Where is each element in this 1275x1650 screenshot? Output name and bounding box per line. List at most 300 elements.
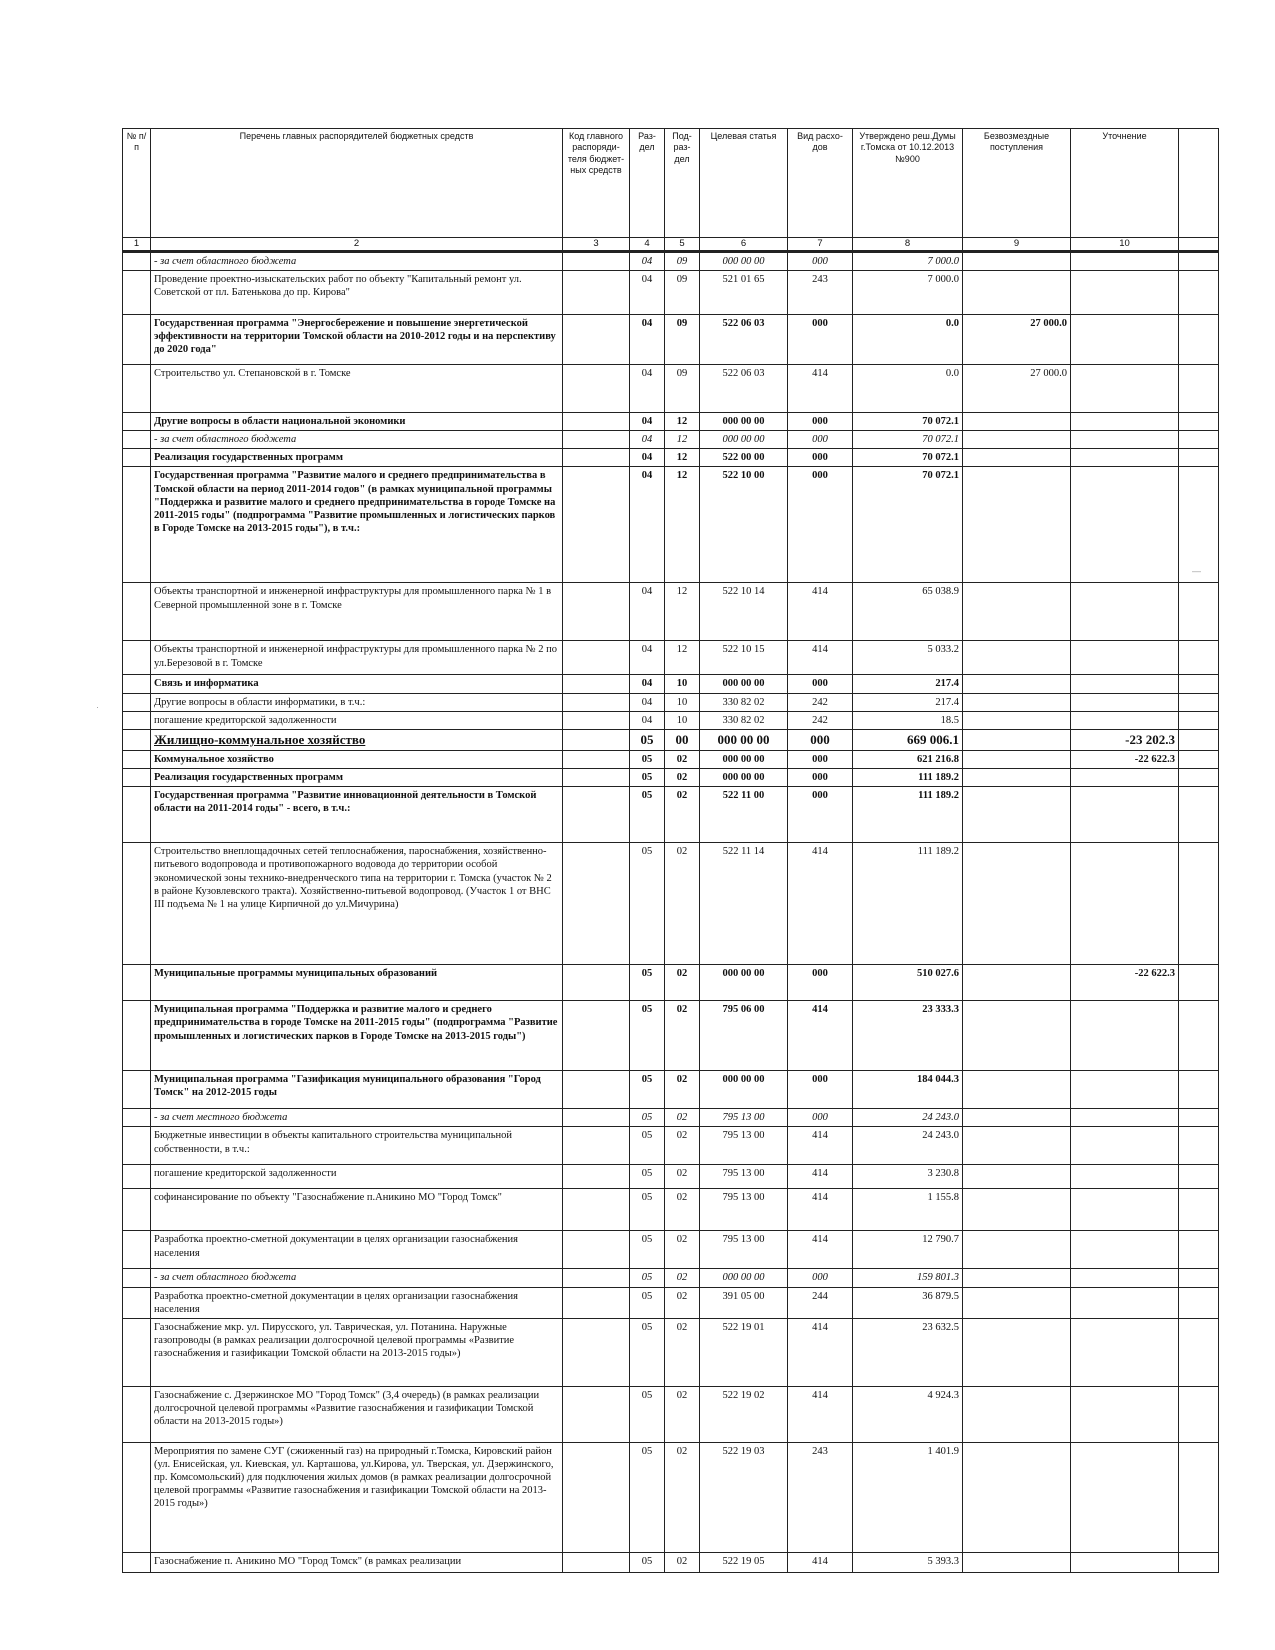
cell-extra <box>1179 787 1219 843</box>
cell-approved: 70 072.1 <box>853 413 963 431</box>
cell-free <box>963 1552 1071 1572</box>
cell-podrazdel: 00 <box>665 729 700 750</box>
cell-vid: 242 <box>788 711 853 729</box>
cell-extra <box>1179 1442 1219 1552</box>
cell-clarify <box>1071 1165 1179 1189</box>
cell-target: 522 10 00 <box>700 467 788 583</box>
col-num-9: 9 <box>963 238 1071 252</box>
cell-num <box>123 413 151 431</box>
cell-name: Коммунальное хозяйство <box>151 751 563 769</box>
cell-vid: 414 <box>788 1386 853 1442</box>
cell-name: Разработка проектно-сметной документации в целях организации газоснабжения населения <box>151 1287 563 1318</box>
header-razdel: Раз-дел <box>630 129 665 238</box>
cell-extra <box>1179 769 1219 787</box>
cell-num <box>123 449 151 467</box>
cell-podrazdel: 02 <box>665 965 700 1001</box>
table-row <box>123 449 1219 467</box>
col-num-3: 3 <box>563 238 630 252</box>
cell-code <box>563 1287 630 1318</box>
cell-free <box>963 843 1071 965</box>
header-name: Перечень главных распорядителей бюджетных средств <box>151 129 563 238</box>
cell-approved: 184 044.3 <box>853 1071 963 1109</box>
cell-name: Государственная программа "Развитие малого и среднего предпринимательства в Томской области на период 2011-2014 годов" (в рамках муниципальной программы "Поддержка и развитие малого и среднего предпринимательства в городе Томске на 2011-2015 годы" (подпрограмма "Развитие промышленных и логистических парков в Городе Томске на 2013-2015 годы"), в т.ч.: <box>151 467 563 583</box>
cell-approved: 23 632.5 <box>853 1318 963 1386</box>
cell-approved: 70 072.1 <box>853 431 963 449</box>
cell-code <box>563 431 630 449</box>
cell-approved: 510 027.6 <box>853 965 963 1001</box>
table-row <box>123 1109 1219 1127</box>
col-num-6: 6 <box>700 238 788 252</box>
cell-vid: 000 <box>788 751 853 769</box>
cell-podrazdel: 12 <box>665 413 700 431</box>
cell-vid: 000 <box>788 467 853 583</box>
cell-code <box>563 1071 630 1109</box>
header-extra <box>1179 129 1219 238</box>
header-podrazdel: Под-раз-дел <box>665 129 700 238</box>
cell-extra <box>1179 1109 1219 1127</box>
cell-clarify <box>1071 787 1179 843</box>
col-num-10: 10 <box>1071 238 1179 252</box>
cell-clarify <box>1071 1001 1179 1071</box>
cell-approved: 24 243.0 <box>853 1127 963 1165</box>
cell-target: 000 00 00 <box>700 675 788 693</box>
cell-podrazdel: 02 <box>665 1269 700 1287</box>
cell-target: 330 82 02 <box>700 711 788 729</box>
cell-vid: 000 <box>788 1071 853 1109</box>
cell-podrazdel: 02 <box>665 1109 700 1127</box>
cell-num <box>123 1165 151 1189</box>
cell-num <box>123 251 151 270</box>
cell-num <box>123 675 151 693</box>
cell-name: Строительство внеплощадочных сетей теплоснабжения, пароснабжения, хозяйственно-питьевого водопровода и противопожарного водовода до территории особой экономической зоны технико-внедренческого типа на территории г. Томска (участок № 2 в районе Кузовлевского тракта). Хозяйственно-питьевой водопровод. (Участок 1 от ВНС III подъема № 1 на улице Кирпичной до ул.Мичурина) <box>151 843 563 965</box>
cell-num <box>123 1552 151 1572</box>
cell-free <box>963 1386 1071 1442</box>
header-approved: Утверждено реш.Думы г.Томска от 10.12.2013 №900 <box>853 129 963 238</box>
cell-name: Государственная программа "Развитие инновационной деятельности в Томской области на 2011-2014 годы" - всего, в т.ч.: <box>151 787 563 843</box>
cell-target: 795 13 00 <box>700 1189 788 1231</box>
cell-approved: 621 216.8 <box>853 751 963 769</box>
cell-clarify <box>1071 315 1179 365</box>
cell-podrazdel: 12 <box>665 431 700 449</box>
cell-podrazdel: 12 <box>665 583 700 641</box>
cell-num <box>123 1318 151 1386</box>
cell-approved: 5 033.2 <box>853 641 963 675</box>
cell-name: Газоснабжение мкр. ул. Пирусского, ул. Таврическая, ул. Потанина. Наружные газопроводы (в рамках реализации долгосрочной целевой программы «Развитие газоснабжения и газификации Томской области на 2013-2015 годы») <box>151 1318 563 1386</box>
cell-target: 521 01 65 <box>700 271 788 315</box>
cell-vid: 000 <box>788 729 853 750</box>
cell-vid: 243 <box>788 1442 853 1552</box>
cell-name: Реализация государственных программ <box>151 449 563 467</box>
cell-extra <box>1179 1386 1219 1442</box>
cell-name: Муниципальная программа "Поддержка и развитие малого и среднего предпринимательства в городе Томске на 2011-2015 годы" (подпрограмма "Развитие промышленных и логистических парков в Городе Томске на 2013-2015 годы") <box>151 1001 563 1071</box>
table-body <box>123 251 1219 1572</box>
cell-num <box>123 1231 151 1269</box>
cell-clarify <box>1071 711 1179 729</box>
cell-free <box>963 413 1071 431</box>
cell-vid: 414 <box>788 1001 853 1071</box>
cell-num <box>123 1127 151 1165</box>
cell-approved: 1 155.8 <box>853 1189 963 1231</box>
cell-razdel: 05 <box>630 751 665 769</box>
cell-approved: 0.0 <box>853 365 963 413</box>
cell-approved: 669 006.1 <box>853 729 963 750</box>
cell-podrazdel: 02 <box>665 843 700 965</box>
cell-razdel: 05 <box>630 1386 665 1442</box>
cell-name: Проведение проектно-изыскательских работ по объекту "Капитальный ремонт ул. Советской от пл. Батенькова до пр. Кирова" <box>151 271 563 315</box>
cell-podrazdel: 02 <box>665 769 700 787</box>
scan-dash-mark: — <box>1192 566 1201 576</box>
cell-clarify: -23 202.3 <box>1071 729 1179 750</box>
cell-target: 391 05 00 <box>700 1287 788 1318</box>
cell-approved: 5 393.3 <box>853 1552 963 1572</box>
cell-podrazdel: 09 <box>665 271 700 315</box>
header-free: Безвозмездные поступления <box>963 129 1071 238</box>
cell-code <box>563 1442 630 1552</box>
cell-num <box>123 1386 151 1442</box>
cell-name: Жилищно-коммунальное хозяйство <box>151 729 563 750</box>
cell-podrazdel: 02 <box>665 1071 700 1109</box>
cell-approved: 12 790.7 <box>853 1231 963 1269</box>
cell-extra <box>1179 583 1219 641</box>
cell-name: - за счет областного бюджета <box>151 1269 563 1287</box>
cell-name: Муниципальные программы муниципальных образований <box>151 965 563 1001</box>
cell-extra <box>1179 1127 1219 1165</box>
cell-razdel: 04 <box>630 449 665 467</box>
table-row <box>123 787 1219 843</box>
cell-target: 522 06 03 <box>700 365 788 413</box>
cell-extra <box>1179 1165 1219 1189</box>
cell-razdel: 05 <box>630 843 665 965</box>
cell-approved: 4 924.3 <box>853 1386 963 1442</box>
cell-free <box>963 965 1071 1001</box>
cell-vid: 414 <box>788 583 853 641</box>
cell-name: Мероприятия по замене СУГ (сжиженный газ) на природный г.Томска, Кировский район (ул. Енисейская, ул. Киевская, ул. Карташова, ул.Кирова, ул. Тверская, ул. Дзержинского, пр. Комсомольский) для подключения жилых домов (в рамках реализации долгосрочной целевой программы «Развитие газоснабжения и газификации Томской области на 2013-2015 годы») <box>151 1442 563 1552</box>
cell-vid: 000 <box>788 449 853 467</box>
cell-approved: 70 072.1 <box>853 449 963 467</box>
cell-free <box>963 693 1071 711</box>
cell-extra <box>1179 365 1219 413</box>
cell-razdel: 05 <box>630 1442 665 1552</box>
cell-num <box>123 271 151 315</box>
cell-code <box>563 675 630 693</box>
col-num-5: 5 <box>665 238 700 252</box>
cell-approved: 217.4 <box>853 675 963 693</box>
cell-podrazdel: 12 <box>665 641 700 675</box>
cell-free <box>963 711 1071 729</box>
cell-code <box>563 271 630 315</box>
cell-num <box>123 1287 151 1318</box>
cell-podrazdel: 02 <box>665 1127 700 1165</box>
cell-podrazdel: 10 <box>665 693 700 711</box>
table-row <box>123 1127 1219 1165</box>
cell-vid: 000 <box>788 965 853 1001</box>
cell-clarify <box>1071 431 1179 449</box>
cell-code <box>563 1318 630 1386</box>
cell-vid: 000 <box>788 413 853 431</box>
table-row <box>123 251 1219 270</box>
cell-vid: 243 <box>788 271 853 315</box>
cell-target: 795 06 00 <box>700 1001 788 1071</box>
cell-free <box>963 1442 1071 1552</box>
cell-free <box>963 787 1071 843</box>
cell-num <box>123 1189 151 1231</box>
cell-podrazdel: 02 <box>665 1287 700 1318</box>
table-row <box>123 1442 1219 1552</box>
cell-target: 000 00 00 <box>700 965 788 1001</box>
table-row <box>123 1269 1219 1287</box>
cell-code <box>563 769 630 787</box>
header-row <box>123 129 1219 238</box>
col-num-2: 2 <box>151 238 563 252</box>
cell-name: Связь и информатика <box>151 675 563 693</box>
cell-extra <box>1179 431 1219 449</box>
cell-razdel: 05 <box>630 1552 665 1572</box>
cell-extra <box>1179 675 1219 693</box>
table-row <box>123 1318 1219 1386</box>
cell-razdel: 05 <box>630 1071 665 1109</box>
cell-name: Муниципальная программа "Газификация муниципального образования "Город Томск" на 2012-2015 годы <box>151 1071 563 1109</box>
cell-num <box>123 1269 151 1287</box>
cell-approved: 18.5 <box>853 711 963 729</box>
cell-num <box>123 315 151 365</box>
cell-razdel: 04 <box>630 641 665 675</box>
cell-target: 000 00 00 <box>700 413 788 431</box>
cell-free <box>963 467 1071 583</box>
column-number-row <box>123 238 1219 252</box>
cell-code <box>563 693 630 711</box>
cell-extra <box>1179 711 1219 729</box>
cell-target: 522 19 05 <box>700 1552 788 1572</box>
cell-target: 000 00 00 <box>700 729 788 750</box>
cell-vid: 414 <box>788 641 853 675</box>
cell-code <box>563 641 630 675</box>
cell-name: - за счет областного бюджета <box>151 251 563 270</box>
table-row <box>123 1552 1219 1572</box>
cell-free <box>963 449 1071 467</box>
cell-extra <box>1179 641 1219 675</box>
cell-name: Реализация государственных программ <box>151 769 563 787</box>
cell-target: 000 00 00 <box>700 1071 788 1109</box>
cell-clarify <box>1071 1231 1179 1269</box>
cell-free <box>963 1287 1071 1318</box>
cell-extra <box>1179 449 1219 467</box>
cell-target: 522 10 15 <box>700 641 788 675</box>
cell-approved: 36 879.5 <box>853 1287 963 1318</box>
cell-vid: 000 <box>788 251 853 270</box>
cell-name: погашение кредиторской задолженности <box>151 711 563 729</box>
cell-podrazdel: 12 <box>665 449 700 467</box>
cell-num <box>123 769 151 787</box>
cell-name: - за счет областного бюджета <box>151 431 563 449</box>
cell-podrazdel: 02 <box>665 1001 700 1071</box>
cell-razdel: 04 <box>630 583 665 641</box>
cell-clarify <box>1071 1071 1179 1109</box>
cell-razdel: 05 <box>630 1318 665 1386</box>
cell-vid: 414 <box>788 1189 853 1231</box>
cell-num <box>123 431 151 449</box>
cell-razdel: 04 <box>630 693 665 711</box>
cell-podrazdel: 02 <box>665 751 700 769</box>
cell-razdel: 05 <box>630 729 665 750</box>
table-row <box>123 1071 1219 1109</box>
cell-clarify <box>1071 467 1179 583</box>
cell-clarify <box>1071 251 1179 270</box>
cell-razdel: 05 <box>630 787 665 843</box>
cell-name: Газоснабжение с. Дзержинское МО "Город Томск" (3,4 очередь) (в рамках реализации долгосрочной целевой программы «Развитие газоснабжения и газификации Томской области на 2013-2015 годы») <box>151 1386 563 1442</box>
cell-target: 795 13 00 <box>700 1109 788 1127</box>
cell-vid: 414 <box>788 1165 853 1189</box>
cell-razdel: 04 <box>630 413 665 431</box>
cell-free <box>963 251 1071 270</box>
table-row <box>123 675 1219 693</box>
cell-approved: 111 189.2 <box>853 769 963 787</box>
cell-clarify <box>1071 449 1179 467</box>
cell-podrazdel: 02 <box>665 1189 700 1231</box>
cell-vid: 242 <box>788 693 853 711</box>
cell-free <box>963 1071 1071 1109</box>
cell-razdel: 04 <box>630 315 665 365</box>
cell-podrazdel: 09 <box>665 315 700 365</box>
cell-clarify: -22 622.3 <box>1071 965 1179 1001</box>
table-row <box>123 1001 1219 1071</box>
cell-code <box>563 843 630 965</box>
cell-podrazdel: 02 <box>665 1231 700 1269</box>
cell-target: 522 00 00 <box>700 449 788 467</box>
cell-podrazdel: 02 <box>665 1442 700 1552</box>
cell-num <box>123 751 151 769</box>
cell-vid: 000 <box>788 1109 853 1127</box>
cell-clarify <box>1071 271 1179 315</box>
cell-clarify <box>1071 583 1179 641</box>
cell-target: 795 13 00 <box>700 1231 788 1269</box>
cell-code <box>563 251 630 270</box>
cell-vid: 414 <box>788 1231 853 1269</box>
cell-approved: 0.0 <box>853 315 963 365</box>
cell-razdel: 04 <box>630 271 665 315</box>
cell-vid: 000 <box>788 315 853 365</box>
cell-free <box>963 1109 1071 1127</box>
cell-clarify <box>1071 1386 1179 1442</box>
cell-clarify <box>1071 693 1179 711</box>
cell-razdel: 05 <box>630 1269 665 1287</box>
cell-razdel: 04 <box>630 251 665 270</box>
cell-code <box>563 1269 630 1287</box>
cell-clarify <box>1071 1269 1179 1287</box>
col-num-8: 8 <box>853 238 963 252</box>
cell-free <box>963 641 1071 675</box>
cell-num <box>123 711 151 729</box>
cell-code <box>563 1552 630 1572</box>
cell-vid: 000 <box>788 1269 853 1287</box>
cell-vid: 000 <box>788 769 853 787</box>
cell-razdel: 05 <box>630 1231 665 1269</box>
header-num: № п/п <box>123 129 151 238</box>
cell-target: 000 00 00 <box>700 1269 788 1287</box>
cell-name: софинансирование по объекту "Газоснабжение п.Аникино МО "Город Томск" <box>151 1189 563 1231</box>
cell-approved: 159 801.3 <box>853 1269 963 1287</box>
cell-extra <box>1179 751 1219 769</box>
cell-podrazdel: 02 <box>665 1318 700 1386</box>
cell-code <box>563 751 630 769</box>
cell-name: Государственная программа "Энергосбережение и повышение энергетической эффективности на территории Томской области на 2010-2012 годы и на перспективу до 2020 года" <box>151 315 563 365</box>
cell-clarify <box>1071 1127 1179 1165</box>
cell-target: 000 00 00 <box>700 769 788 787</box>
table-row <box>123 365 1219 413</box>
cell-target: 522 19 03 <box>700 1442 788 1552</box>
cell-num <box>123 787 151 843</box>
cell-extra <box>1179 843 1219 965</box>
cell-vid: 000 <box>788 431 853 449</box>
cell-target: 330 82 02 <box>700 693 788 711</box>
cell-code <box>563 1231 630 1269</box>
table-row <box>123 467 1219 583</box>
cell-target: 795 13 00 <box>700 1127 788 1165</box>
cell-free <box>963 675 1071 693</box>
cell-approved: 65 038.9 <box>853 583 963 641</box>
cell-razdel: 05 <box>630 1165 665 1189</box>
cell-extra <box>1179 1231 1219 1269</box>
cell-clarify <box>1071 675 1179 693</box>
cell-razdel: 04 <box>630 431 665 449</box>
cell-extra <box>1179 693 1219 711</box>
col-num-7: 7 <box>788 238 853 252</box>
cell-target: 522 10 14 <box>700 583 788 641</box>
cell-clarify <box>1071 1109 1179 1127</box>
cell-podrazdel: 02 <box>665 1165 700 1189</box>
cell-extra <box>1179 271 1219 315</box>
cell-code <box>563 729 630 750</box>
cell-razdel: 05 <box>630 769 665 787</box>
cell-name: Объекты транспортной и инженерной инфраструктуры для промышленного парка № 1 в Северной промышленной зоне в г. Томске <box>151 583 563 641</box>
cell-free <box>963 1127 1071 1165</box>
cell-podrazdel: 02 <box>665 1386 700 1442</box>
table-row <box>123 641 1219 675</box>
cell-clarify <box>1071 413 1179 431</box>
header-clarify: Уточнение <box>1071 129 1179 238</box>
table-row <box>123 711 1219 729</box>
cell-free <box>963 1189 1071 1231</box>
cell-free <box>963 583 1071 641</box>
cell-target: 795 13 00 <box>700 1165 788 1189</box>
col-num-1: 1 <box>123 238 151 252</box>
cell-approved: 111 189.2 <box>853 843 963 965</box>
cell-name: Бюджетные инвестиции в объекты капитального строительства муниципальной собственности, в т.ч.: <box>151 1127 563 1165</box>
cell-approved: 7 000.0 <box>853 251 963 270</box>
cell-num <box>123 1001 151 1071</box>
cell-extra <box>1179 1318 1219 1386</box>
cell-razdel: 05 <box>630 1189 665 1231</box>
cell-target: 000 00 00 <box>700 251 788 270</box>
table-row <box>123 583 1219 641</box>
cell-code <box>563 1165 630 1189</box>
cell-clarify <box>1071 1318 1179 1386</box>
cell-free <box>963 751 1071 769</box>
cell-code <box>563 1001 630 1071</box>
cell-clarify <box>1071 641 1179 675</box>
cell-clarify: -22 622.3 <box>1071 751 1179 769</box>
cell-target: 522 11 00 <box>700 787 788 843</box>
cell-extra <box>1179 315 1219 365</box>
cell-code <box>563 365 630 413</box>
cell-target: 522 19 02 <box>700 1386 788 1442</box>
cell-approved: 3 230.8 <box>853 1165 963 1189</box>
table-row <box>123 1287 1219 1318</box>
cell-approved: 24 243.0 <box>853 1109 963 1127</box>
cell-code <box>563 965 630 1001</box>
cell-code <box>563 315 630 365</box>
cell-name: Разработка проектно-сметной документации в целях организации газоснабжения населения <box>151 1231 563 1269</box>
cell-approved: 217.4 <box>853 693 963 711</box>
